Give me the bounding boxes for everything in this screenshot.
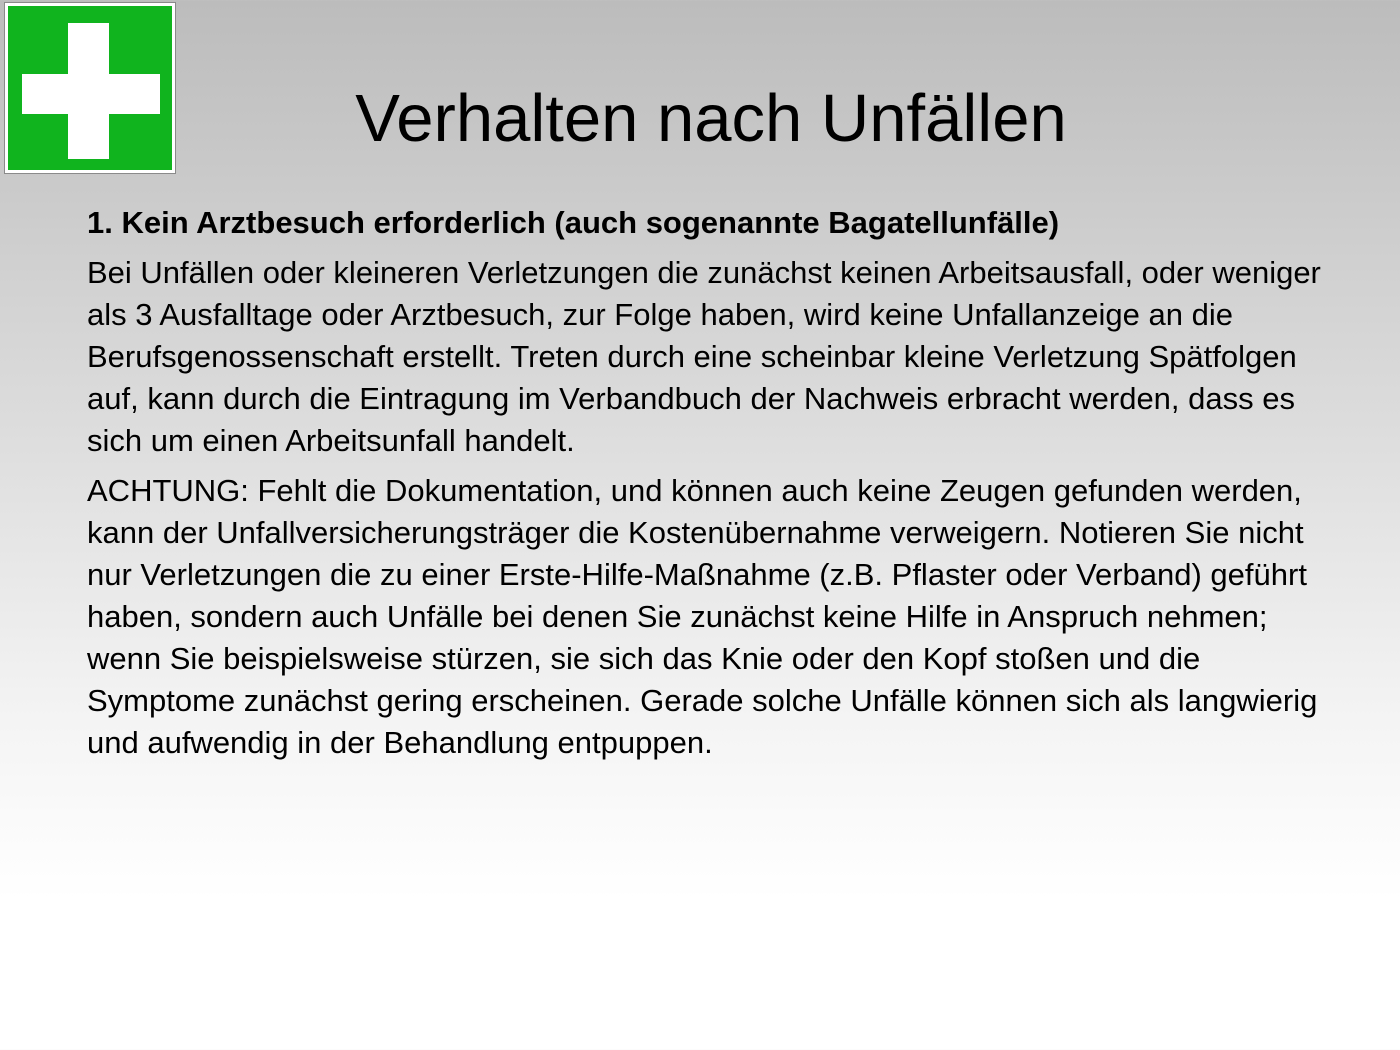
slide-title: Verhalten nach Unfällen [355, 81, 1067, 156]
slide-content [87, 202, 1332, 772]
paragraph-achtung: ACHTUNG: Fehlt die Dokumentation, und können auch keine Zeugen gefunden werden, kann der Unfallversicherungsträger die Kostenübernahme verweigern. Notieren Sie nicht nur Verletzungen die zu einer Erste-Hilfe-Maßnahme (z.B. Pflaster oder Verband) geführt haben, sondern auch Unfälle bei denen Sie zunächst keine Hilfe in Anspruch nehmen; wenn Sie beispielsweise stürzen, sie sich das Knie oder den Kopf stoßen und die Symptome zunächst gering erscheinen. Gerade solche Unfälle können sich als langwierig und aufwendig in der Behandlung entpuppen. [87, 473, 1318, 760]
section-heading: 1. Kein Arztbesuch erforderlich (auch sogenannte Bagatellunfälle) [87, 205, 1060, 240]
paragraph-bagatell: Bei Unfällen oder kleineren Verletzungen die zunächst keinen Arbeitsausfall, oder weniger als 3 Ausfalltage oder Arztbesuch, zur Folge haben, wird keine Unfallanzeige an die Berufsgenossenschaft erstellt. Treten durch eine scheinbar kleine Verletzung Spätfolgen auf, kann durch die Eintragung im Verbandbuch der Nachweis erbracht werden, dass es sich um einen Arbeitsunfall handelt. [87, 255, 1321, 458]
